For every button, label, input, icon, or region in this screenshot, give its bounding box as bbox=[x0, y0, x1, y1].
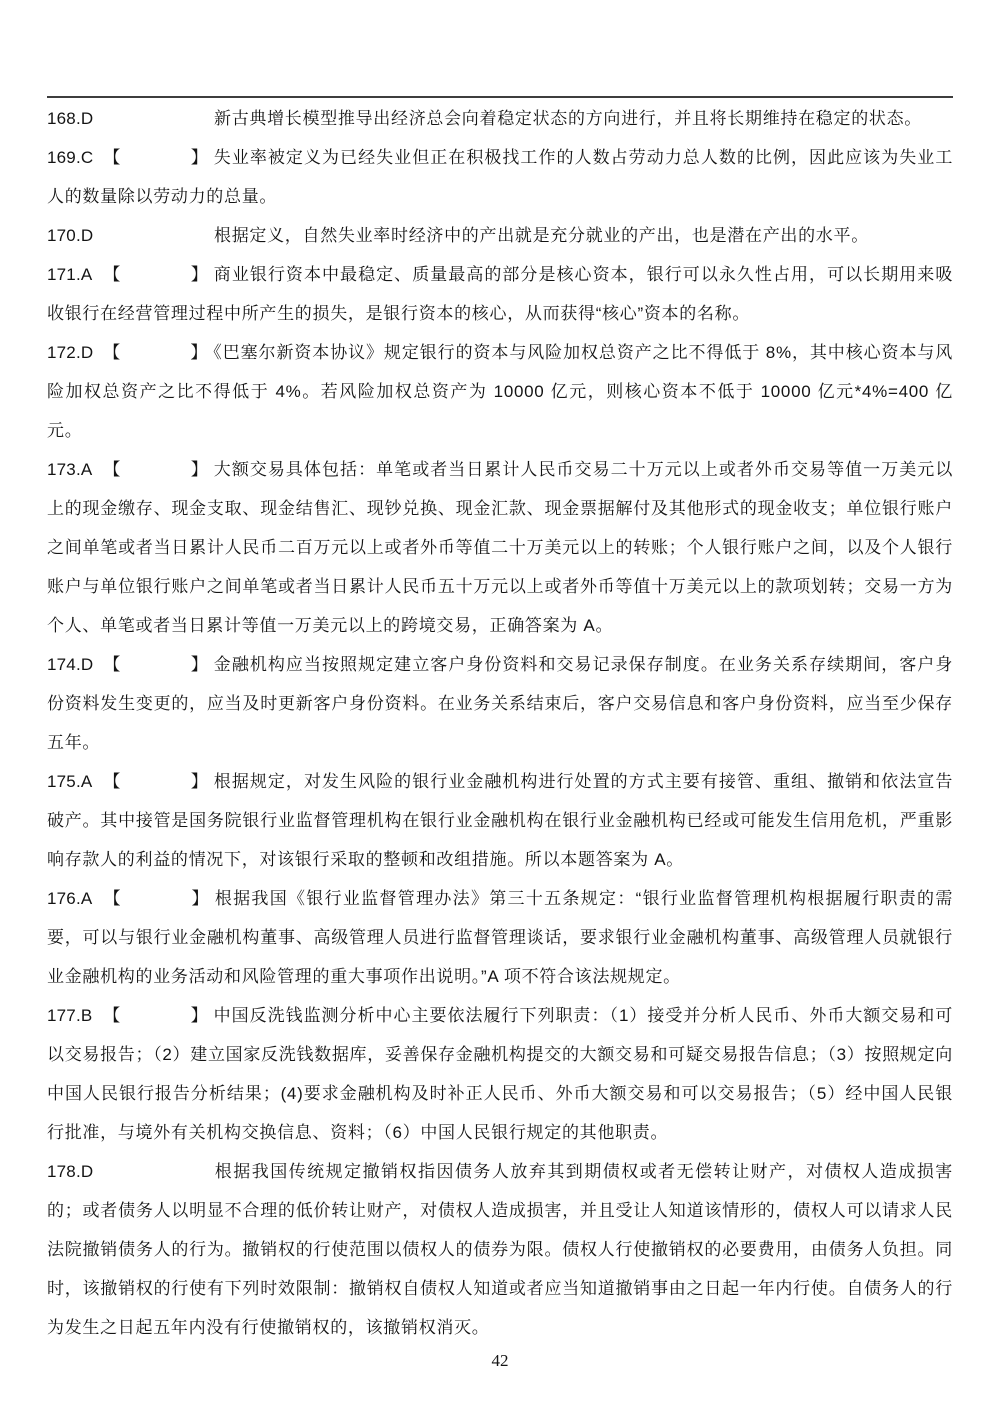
answer-explanation-text: 新古典增长模型推导出经济总会向着稳定状态的方向进行，并且将长期维持在稳定的状态。 bbox=[214, 109, 922, 128]
bracket-open: 【 bbox=[103, 460, 122, 479]
bracket-open: 【 bbox=[103, 265, 122, 284]
bracket-close: 】 bbox=[190, 460, 209, 479]
answer-explanation-text: 根据我国《银行业监督管理办法》第三十五条规定：“银行业监督管理机构根据履行职责的需要，可以与银行业金融机构董事、高级管理人员进行监督管理谈话，要求银行业金融机构董事、高级管理人员就银行业金融机构的业务活动和风险管理的重大事项作出说明。”A 项不符合该法规规定。 bbox=[47, 889, 954, 986]
bracket-close: 】 bbox=[190, 265, 209, 284]
answer-item bbox=[47, 996, 953, 1152]
question-number-label: 174.D bbox=[47, 655, 94, 674]
answer-explanation-text: 根据规定，对发生风险的银行业金融机构进行处置的方式主要有接管、重组、撤销和依法宣告破产。其中接管是国务院银行业监督管理机构在银行业金融机构在银行业金融机构已经或可能发生信用危机，严重影响存款人的利益的情况下，对该银行采取的整顿和改组措施。所以本题答案为 A。 bbox=[47, 772, 954, 869]
answer-explanation-text: 中国反洗钱监测分析中心主要依法履行下列职责：（1）接受并分析人民币、外币大额交易和可以交易报告；（2）建立国家反洗钱数据库，妥善保存金融机构提交的大额交易和可疑交易报告信息；（3）按照规定向中国人民银行报告分析结果；(4)要求金融机构及时补正人民币、外币大额交易和可以交易报告；（5）经中国人民银行批准，与境外有关机构交换信息、资料；（6）中国人民银行规定的其他职责。 bbox=[47, 1006, 954, 1142]
answer-item bbox=[47, 216, 953, 255]
header-divider bbox=[47, 96, 953, 98]
question-number-label: 168.D bbox=[47, 109, 94, 128]
question-number-label: 175.A bbox=[47, 772, 93, 791]
bracket-open: 【 bbox=[103, 655, 122, 674]
question-number-label: 173.A bbox=[47, 460, 93, 479]
bracket-open: 【 bbox=[103, 772, 122, 791]
page-number: 42 bbox=[491, 1351, 509, 1370]
answer-explanation-text: 根据定义，自然失业率时经济中的产出就是充分就业的产出，也是潜在产出的水平。 bbox=[214, 226, 869, 245]
bracket-close: 】 bbox=[190, 772, 209, 791]
question-number-label: 172.D bbox=[47, 343, 94, 362]
bracket-open: 【 bbox=[103, 343, 122, 362]
bracket-open: 【 bbox=[103, 1006, 122, 1025]
answer-item bbox=[47, 645, 953, 762]
answer-explanation-text: 金融机构应当按照规定建立客户身份资料和交易记录保存制度。在业务关系存续期间，客户身份资料发生变更的，应当及时更新客户身份资料。在业务关系结束后，客户交易信息和客户身份资料，应当至少保存五年。 bbox=[47, 655, 954, 752]
answer-explanation-text: 根据我国传统规定撤销权指因债务人放弃其到期债权或者无偿转让财产，对债权人造成损害的；或者债务人以明显不合理的低价转让财产，对债权人造成损害，并且受让人知道该情形的，债权人可以请求人民法院撤销债务人的行为。撤销权的行使范围以债权人的债券为限。债权人行使撤销权的必要费用，由债务人负担。同时，该撤销权的行使有下列时效限制：撤销权自债权人知道或者应当知道撤销事由之日起一年内行使。自债务人的行为发生之日起五年内没有行使撤销权的，该撤销权消灭。 bbox=[47, 1162, 953, 1337]
answer-item bbox=[47, 879, 953, 996]
question-number-label: 176.A bbox=[47, 889, 93, 908]
answer-explanation-text: 《巴塞尔新资本协议》规定银行的资本与风险加权总资产之比不得低于 8%，其中核心资本与风险加权总资产之比不得低于 4%。若风险加权总资产为 10000 亿元，则核心资本不低于 10000 亿元*4%=400 亿元。 bbox=[47, 343, 953, 440]
question-number-label: 177.B bbox=[47, 1006, 93, 1025]
bracket-close: 】 bbox=[190, 655, 209, 674]
answer-explanation-text: 失业率被定义为已经失业但正在积极找工作的人数占劳动力总人数的比例，因此应该为失业工人的数量除以劳动力的总量。 bbox=[47, 148, 954, 206]
bracket-close: 】 bbox=[190, 148, 209, 167]
answer-explanation-text: 大额交易具体包括：单笔或者当日累计人民币交易二十万元以上或者外币交易等值一万美元以上的现金缴存、现金支取、现金结售汇、现钞兑换、现金汇款、现金票据解付及其他形式的现金收支；单位银行账户之间单笔或者当日累计人民币二百万元以上或者外币等值二十万美元以上的转账；个人银行账户之间，以及个人银行账户与单位银行账户之间单笔或者当日累计人民币五十万元以上或者外币等值十万美元以上的款项划转；交易一方为个人、单笔或者当日累计等值一万美元以上的跨境交易，正确答案为 A。 bbox=[47, 460, 954, 635]
answer-explanation-text: 商业银行资本中最稳定、质量最高的部分是核心资本，银行可以永久性占用，可以长期用来吸收银行在经营管理过程中所产生的损失，是银行资本的核心，从而获得“核心”资本的名称。 bbox=[47, 265, 954, 323]
bracket-open: 【 bbox=[103, 889, 122, 908]
answer-item bbox=[47, 762, 953, 879]
question-number-label: 169.C bbox=[47, 148, 94, 167]
bracket-close: 】 bbox=[190, 889, 210, 908]
answer-item bbox=[47, 138, 953, 216]
bracket-close: 】 bbox=[190, 343, 209, 362]
question-number-label: 178.D bbox=[47, 1162, 94, 1181]
question-number-label: 171.A bbox=[47, 265, 93, 284]
answer-item bbox=[47, 1152, 953, 1347]
bracket-close: 】 bbox=[190, 1006, 209, 1025]
answer-item bbox=[47, 99, 953, 138]
bracket-open: 【 bbox=[103, 148, 122, 167]
answers-list bbox=[47, 99, 953, 1347]
question-number-label: 170.D bbox=[47, 226, 94, 245]
answer-item bbox=[47, 450, 953, 645]
answer-item bbox=[47, 255, 953, 333]
answer-item bbox=[47, 333, 953, 450]
